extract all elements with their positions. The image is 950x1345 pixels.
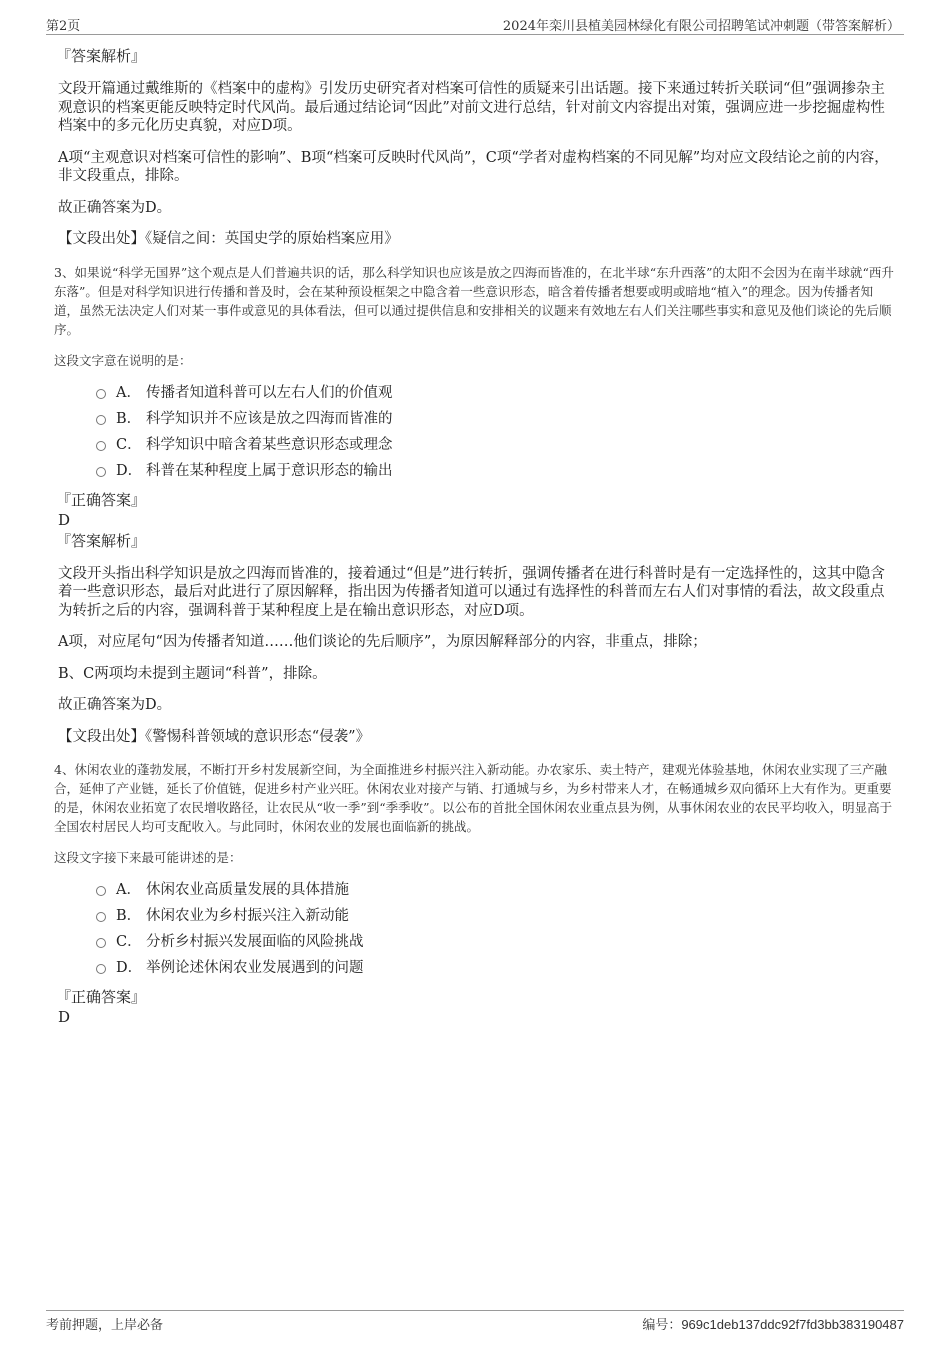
source-line: 【文段出处】《疑信之间：英国史学的原始档案应用》 xyxy=(58,231,399,247)
option-label: A． xyxy=(116,882,141,898)
serial-label: 编号： xyxy=(642,1318,682,1333)
page-footer xyxy=(46,1310,904,1333)
radio-icon[interactable] xyxy=(96,415,106,425)
option-b[interactable] xyxy=(96,903,894,929)
option-label: B． xyxy=(116,908,142,924)
correct-answer: D xyxy=(58,510,71,529)
option-text: 分析乡村振兴发展面临的风险挑战 xyxy=(146,934,364,950)
analysis-paragraph: B、C两项均未提到主题词“科普”，排除。 xyxy=(58,665,327,682)
option-c[interactable] xyxy=(96,432,894,458)
serial-number xyxy=(642,1314,904,1333)
option-text: 科学知识中暗含着某些意识形态或理念 xyxy=(146,436,393,453)
analysis-paragraph: A项，对应尾句“因为传播者知道……他们谈论的先后顺序”，为原因解释部分的内容，非重点，排除； xyxy=(58,634,707,650)
analysis-paragraph: 故正确答案为D。 xyxy=(58,199,172,216)
serial-value: 969c1deb137ddc92f7fd3bb383190487 xyxy=(681,1317,904,1332)
document-title: 2024年栾川县植美园林绿化有限公司招聘笔试冲刺题（带答案解析） xyxy=(502,19,900,34)
option-a[interactable] xyxy=(96,380,894,406)
option-text: 休闲农业高质量发展的具体措施 xyxy=(146,882,349,898)
page-header xyxy=(46,14,904,35)
question-prompt: 这段文字意在说明的是： xyxy=(54,352,192,368)
correct-answer-heading: 『正确答案』 xyxy=(56,490,147,509)
correct-answer-heading: 『正确答案』 xyxy=(56,988,147,1006)
option-label: D． xyxy=(116,960,143,976)
radio-icon[interactable] xyxy=(96,938,106,948)
option-label: C． xyxy=(116,934,142,950)
analysis-paragraph: A项“主观意识对档案可信性的影响”、B项“档案可反映时代风尚”，C项“学者对虚构档案的不同见解”均对应文段结论之前的内容，非文段重点，排除。 xyxy=(58,149,889,184)
option-text: 休闲农业为乡村振兴注入新动能 xyxy=(146,908,349,924)
option-d[interactable] xyxy=(96,955,894,981)
q2-analysis xyxy=(54,46,894,249)
option-label: D． xyxy=(116,462,143,479)
footer-slogan: 考前押题，上岸必备 xyxy=(46,1318,164,1333)
radio-icon[interactable] xyxy=(96,964,106,974)
question-text: 3、如果说“科学无国界”这个观点是人们普遍共识的话，那么科学知识也应该是放之四海而皆准的，在北半球“东升西落”的太阳不会因为在南半球就“西升东落”。但是对科学知识进行传播和普及时，会在某种预设框架之中隐含着一些意识形态，暗含着传播者想要或明或暗地“植入”的理念。因为传播者知道，虽然无法决定人们对某一事件或意见的具体看法，但可以通过提供信息和安排相关的议题来有效地左右人们关注哪些事实和意见及他们谈论的先后顺序。 xyxy=(54,264,894,337)
question-3 xyxy=(54,263,894,747)
radio-icon[interactable] xyxy=(96,912,106,922)
radio-icon[interactable] xyxy=(96,441,106,451)
option-a[interactable] xyxy=(96,877,894,903)
source-line: 【文段出处】《警惕科普领域的意识形态“侵袭”》 xyxy=(58,728,371,745)
option-label: C． xyxy=(116,436,142,453)
option-b[interactable] xyxy=(96,406,894,432)
radio-icon[interactable] xyxy=(96,389,106,399)
option-text: 传播者知道科普可以左右人们的价值观 xyxy=(146,384,393,401)
option-label: A． xyxy=(116,384,141,401)
option-text: 举例论述休闲农业发展遇到的问题 xyxy=(146,960,364,976)
option-list xyxy=(96,380,894,484)
analysis-paragraph: 文段开篇通过戴维斯的《档案中的虚构》引发历史研究者对档案可信性的质疑来引出话题。接下来通过转折关联词“但”强调掺杂主观意识的档案更能反映特定时代风尚。最后通过结论词“因此”对前文进行总结，针对前文内容提出对策，强调应进一步挖掘虚构性档案中的多元化历史真貌，对应D项。 xyxy=(58,81,885,134)
option-text: 科普在某种程度上属于意识形态的输出 xyxy=(146,462,393,479)
analysis-heading: 『答案解析』 xyxy=(56,47,147,65)
correct-answer: D xyxy=(58,1008,71,1026)
option-c[interactable] xyxy=(96,929,894,955)
page-number: 第2页 xyxy=(46,19,81,34)
option-label: B． xyxy=(116,410,142,427)
radio-icon[interactable] xyxy=(96,886,106,896)
analysis-heading: 『答案解析』 xyxy=(56,531,147,550)
question-prompt: 这段文字接下来最可能讲述的是： xyxy=(54,850,242,865)
option-d[interactable] xyxy=(96,458,894,484)
analysis-paragraph: 文段开头指出科学知识是放之四海而皆准的，接着通过“但是”进行转折，强调传播者在进行科普时是有一定选择性的，这其中隐含着一些意识形态，最后对此进行了原因解释，指出因为传播者知道可以通过有选择性的科普而左右人们对事情的看法，故文段重点为转折之后的内容，强调科普于某种程度上是在输出意识形态，对应D项。 xyxy=(58,565,885,619)
radio-icon[interactable] xyxy=(96,467,106,477)
option-text: 科学知识并不应该是放之四海而皆准的 xyxy=(146,410,393,427)
analysis-paragraph: 故正确答案为D。 xyxy=(58,697,172,713)
question-text: 4、休闲农业的蓬勃发展，不断打开乡村发展新空间，为全面推进乡村振兴注入新动能。办农家乐、卖土特产，建观光体验基地，休闲农业实现了三产融合，延伸了产业链，延长了价值链，促进乡村产业兴旺。休闲农业对接产与销、打通城与乡，为乡村带来人才，在畅通城乡双向循环上大有作为。更重要的是，休闲农业拓宽了农民增收路径，让农民从“收一季”到“季季收”。以公布的首批全国休闲农业重点县为例，从事休闲农业的农民平均收入，明显高于全国农村居民人均可支配收入。与此同时，休闲农业的发展也面临新的挑战。 xyxy=(54,762,893,834)
question-4 xyxy=(54,760,894,1026)
page-content xyxy=(54,46,894,1028)
option-list xyxy=(96,877,894,981)
